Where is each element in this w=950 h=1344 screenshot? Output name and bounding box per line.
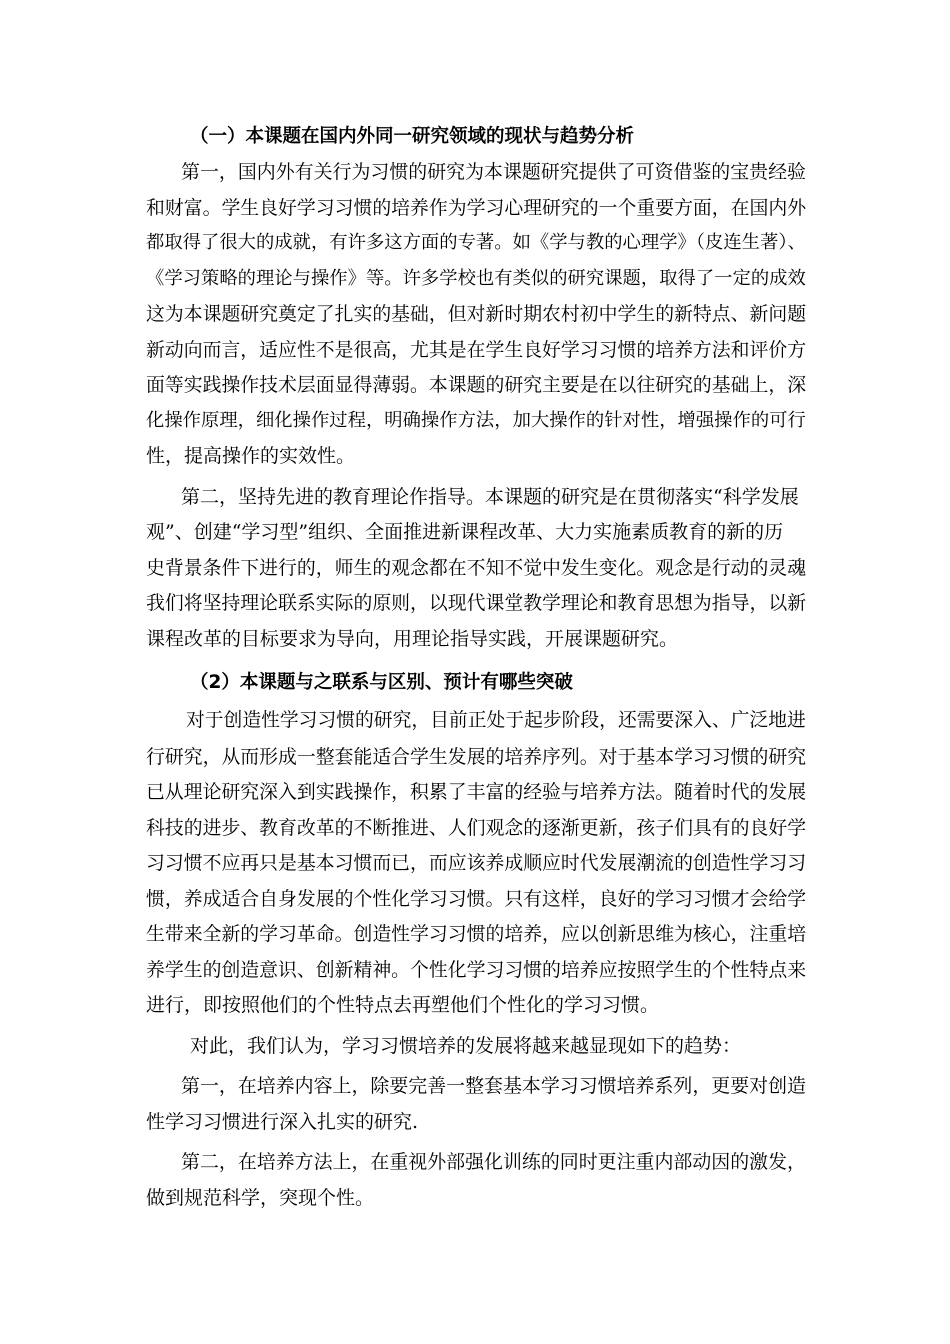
paragraph-4-line: 对此，我们认为，学习习惯培养的发展将越来越显现如下的趋势： <box>190 1035 742 1057</box>
section-heading-1: （一）本课题在国内外同一研究领域的现状与趋势分析 <box>190 126 635 147</box>
paragraph-3-line: 对于创造性学习习惯的研究，目前正处于起步阶段，还需要深入、广泛地进 <box>186 710 806 731</box>
paragraph-1-line: 性，提高操作的实效性。 <box>146 445 356 467</box>
paragraph-1-line: 化操作原理，细化操作过程，明确操作方法，加大操作的针对性，增强操作的可行 <box>146 410 806 431</box>
section-heading-2: （2）本课题与之联系与区别、预计有哪些突破 <box>190 672 573 693</box>
paragraph-3-line: 习习惯不应再只是基本习惯而已，而应该养成顺应时代发展潮流的创造性学习习 <box>146 852 807 874</box>
paragraph-1-line: 面等实践操作技术层面显得薄弱。本课题的研究主要是在以往研究的基础上，深 <box>146 374 807 396</box>
paragraph-1-line: 和财富。学生良好学习习惯的培养作为学习心理研究的一个重要方面，在国内外 <box>146 197 807 219</box>
paragraph-3-line: 行研究，从而形成一整套能适合学生发展的培养序列。对于基本学习习惯的研究 <box>146 746 807 768</box>
paragraph-6-line: 做到规范科学，突现个性。 <box>146 1187 375 1209</box>
paragraph-6-line: 第二，在培养方法上，在重视外部强化训练的同时更注重内部动因的激发， <box>181 1151 806 1173</box>
paragraph-3-line: 已从理论研究深入到实践操作，积累了丰富的经验与培养方法。随着时代的发展 <box>146 781 807 803</box>
paragraph-1-line: 第一，国内外有关行为习惯的研究为本课题研究提供了可资借鉴的宝贵经验 <box>181 161 806 183</box>
paragraph-1-line: 都取得了很大的成就，有许多这方面的专著。如《学与教的心理学》（皮连生著）、 <box>146 232 806 253</box>
paragraph-2-line: 我们将坚持理论联系实际的原则，以现代课堂教学理论和教育思想为指导，以新 <box>146 592 807 614</box>
paragraph-5-line: 性学习习惯进行深入扎实的研究. <box>146 1111 419 1133</box>
paragraph-2-line: 第二，坚持先进的教育理论作指导。本课题的研究是在贯彻落实“科学发展 <box>181 486 799 508</box>
paragraph-1-line: 这为本课题研究奠定了扎实的基础，但对新时期农村初中学生的新特点、新问题 <box>146 303 807 325</box>
paragraph-3-line: 科技的进步、教育改革的不断推进、人们观念的逐渐更新，孩子们具有的良好学 <box>146 817 807 839</box>
paragraph-5-line: 第一，在培养内容上，除要完善一整套基本学习习惯培养系列，更要对创造 <box>181 1075 806 1097</box>
paragraph-3-line: 惯，养成适合自身发展的个性化学习习惯。只有这样，良好的学习习惯才会给学 <box>146 888 807 910</box>
paragraph-2-line: 课程改革的目标要求为导向，用理论指导实践，开展课题研究。 <box>146 628 679 650</box>
paragraph-1-line: 新动向而言，适应性不是很高，尤其是在学生良好学习习惯的培养方法和评价方 <box>146 339 807 361</box>
paragraph-1-line: 《学习策略的理论与操作》等。许多学校也有类似的研究课题，取得了一定的成效 <box>146 268 806 289</box>
paragraph-3-line: 养学生的创造意识、创新精神。个性化学习习惯的培养应按照学生的个性特点来 <box>146 959 807 981</box>
paragraph-3-line: 进行，即按照他们的个性特点去再塑他们个性化的学习习惯。 <box>146 994 660 1016</box>
paragraph-2-line: 史背景条件下进行的，师生的观念都在不知不觉中发生变化。观念是行动的灵魂 <box>146 557 807 579</box>
paragraph-2-line: 观”、创建“学习型”组织、全面推进新课程改革、大力实施素质教育的新的历 <box>146 521 784 543</box>
paragraph-3-line: 生带来全新的学习革命。创造性学习习惯的培养，应以创新思维为核心，注重培 <box>146 923 807 945</box>
